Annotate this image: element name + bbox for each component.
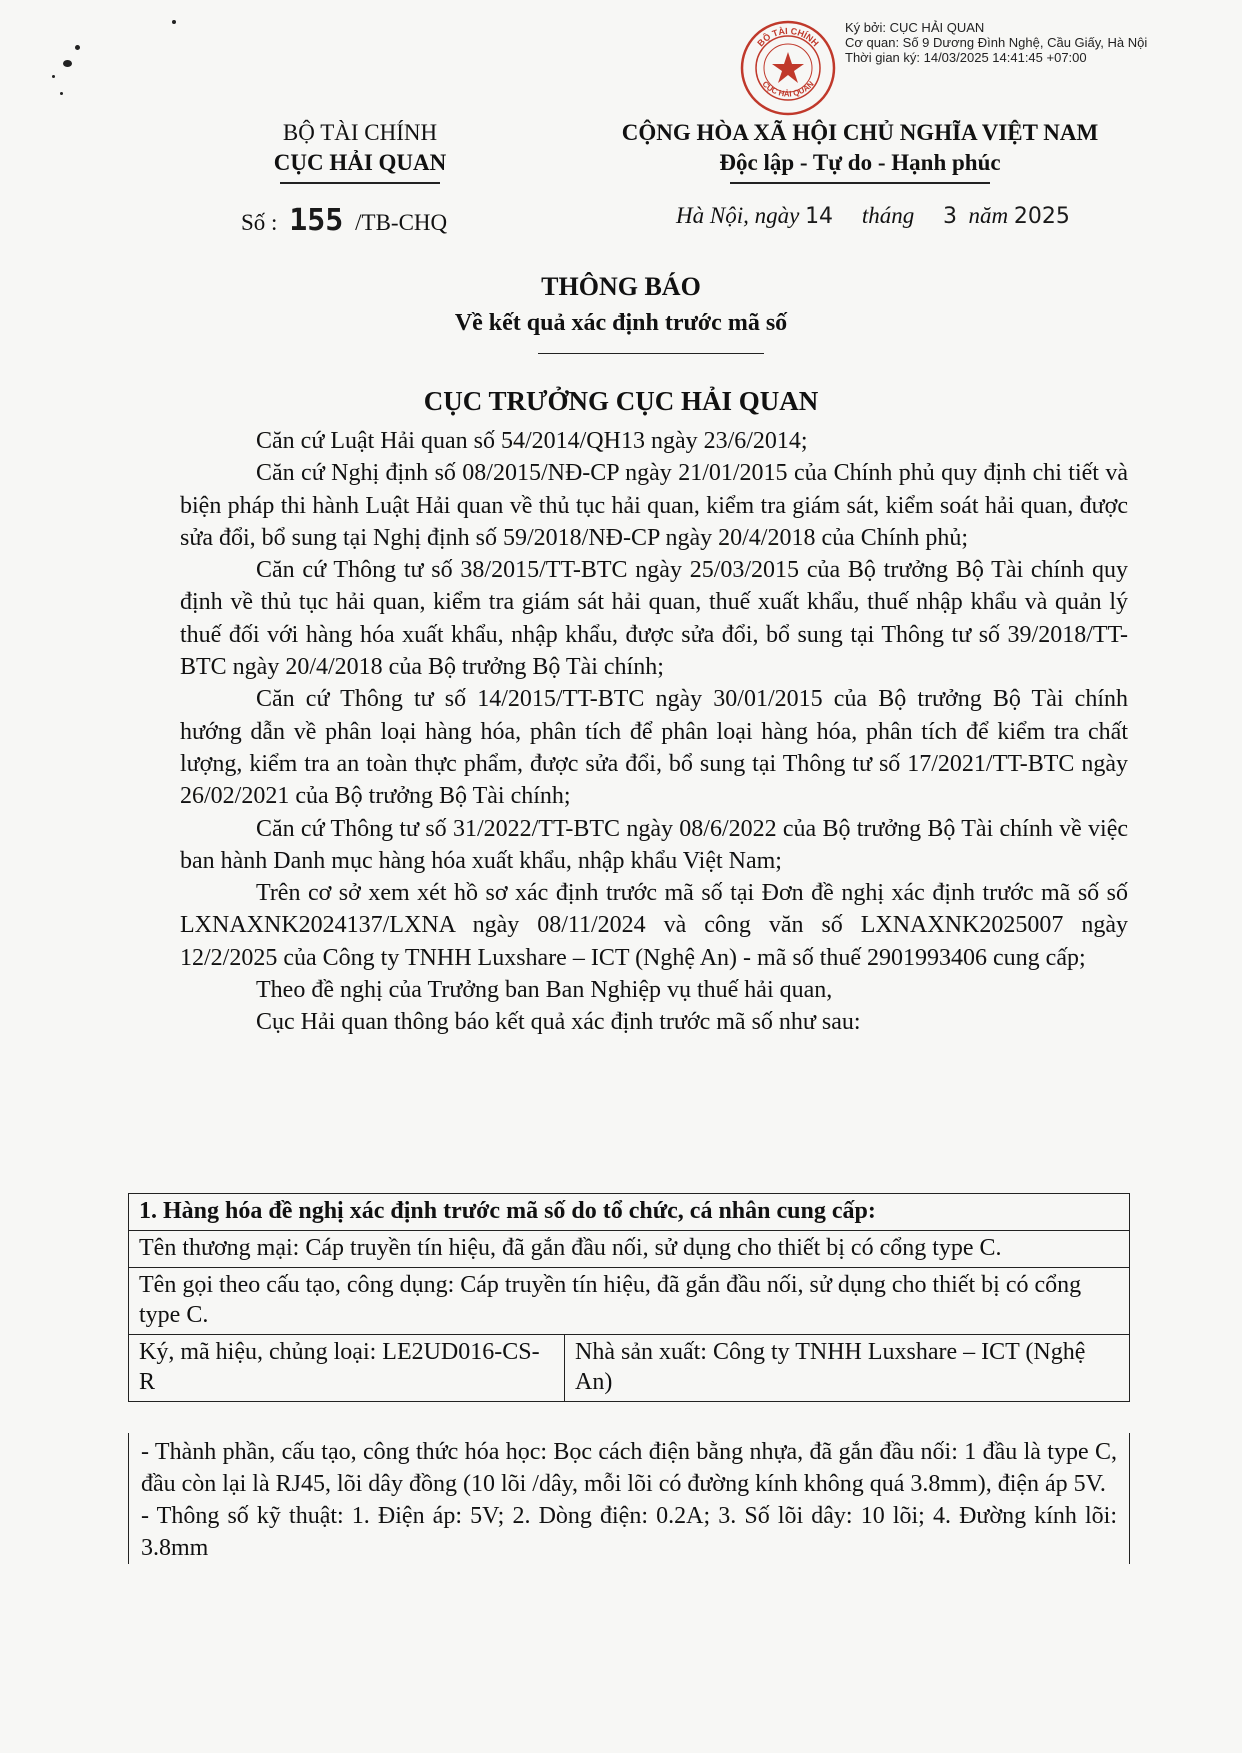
date-month-label: tháng [861,203,915,228]
national-title [560,118,1160,184]
scan-speck [75,45,80,50]
legal-basis-paragraph: Căn cứ Thông tư số 31/2022/TT-BTC ngày 08/6/2022 của Bộ trưởng Bộ Tài chính về việc ban hành Danh mục hàng hóa xuất khẩu, nhập khẩu Việt Nam; [180,815,1128,874]
stamp-bottom-text: CỤC HẢI QUAN [760,79,816,99]
date-day: 14 [805,204,834,229]
date-place: Hà Nội, ngày [676,203,800,228]
goods-specs [128,1433,1130,1564]
ministry-name: BỘ TÀI CHÍNH [282,120,438,145]
issuing-agency [230,118,490,184]
legal-basis-paragraph: Căn cứ Luật Hải quan số 54/2014/QH13 ngày 23/6/2014; [256,428,808,454]
legal-basis-paragraph: Căn cứ Thông tư số 38/2015/TT-BTC ngày 25/03/2015 của Bộ trưởng Bộ Tài chính quy định về thủ tục hải quan, kiểm tra giám sát hải quan, thuế xuất khẩu, thuế nhập khẩu và quản lý thuế đối với hàng hóa xuất khẩu, nhập khẩu, được sửa đổi, bổ sung tại Thông tư số 39/2018/TT-BTC ngày 20/4/2018 của Bộ trưởng Bộ Tài chính; [180,557,1128,681]
announcement-paragraph: Cục Hải quan thông báo kết quả xác định trước mã số như sau: [256,1009,861,1036]
goods-heading: 1. Hàng hóa đề nghị xác định trước mã số do tổ chức, cá nhân cung cấp: [129,1194,1130,1231]
date-year: 2025 [1013,204,1070,229]
signature-agency: Cơ quan: Số 9 Dương Đình Nghệ, Cầu Giấy, Hà Nội [845,35,1148,50]
svg-text:CỤC HẢI QUAN [760,79,815,98]
structural-name-cell: Tên gọi theo cấu tạo, công dụng: Cáp truyền tín hiệu, đã gắn đầu nối, sử dụng cho thiết bị có cổng type C. [129,1268,1130,1335]
scan-speck [63,60,72,67]
signature-signer: Ký bởi: CỤC HẢI QUAN [845,20,985,35]
technical-specs-text: - Thông số kỹ thuật: 1. Điện áp: 5V; 2. Dòng điện: 0.2A; 3. Số lõi dây: 10 lõi; 4. Đường kính lõi: 3.8mm [141,1503,1117,1561]
number-label: Số : [241,210,278,235]
customs-seal-stamp [738,18,838,118]
agency-underline [280,182,440,184]
department-name: CỤC HẢI QUAN [273,150,447,175]
digital-signature [845,20,1147,65]
model-cell: Ký, mã hiệu, chủng loại: LE2UD016-CS-R [129,1335,565,1402]
title-underline [538,353,764,354]
proposal-paragraph: Theo đề nghị của Trưởng ban Ban Nghiệp vụ thuế hải quan, [256,977,833,1004]
table-row [129,1335,1130,1402]
document-number [241,203,447,238]
national-motto: Độc lập - Tự do - Hạnh phúc [719,150,1001,175]
table-row [129,1194,1130,1231]
scan-speck [172,20,176,24]
date-year-label: năm [968,203,1009,228]
goods-table [128,1193,1130,1402]
trade-name-cell: Tên thương mại: Cáp truyền tín hiệu, đã gắn đầu nối, sử dụng cho thiết bị có cổng type C. [129,1231,1130,1268]
motto-underline [730,182,990,184]
date-month: 3 [942,204,957,229]
manufacturer-cell: Nhà sản xuất: Công ty TNHH Luxshare – ICT (Nghệ An) [565,1335,1130,1402]
number-value: 155 [289,203,344,238]
legal-basis-paragraph: Căn cứ Nghị định số 08/2015/NĐ-CP ngày 21/01/2015 của Chính phủ quy định chi tiết và biện pháp thi hành Luật Hải quan về thủ tục hải quan, kiểm tra giám sát, kiểm soát hải quan, được sửa đổi, bổ sung tại Nghị định số 59/2018/NĐ-CP ngày 20/4/2018 của Chính phủ; [180,460,1128,551]
document-body [180,425,1128,1039]
stamp-top-text: BỘ TÀI CHÍNH [755,25,821,49]
signature-time: Thời gian ký: 14/03/2025 14:41:45 +07:00 [845,50,1087,65]
authority-heading: CỤC TRƯỞNG CỤC HẢI QUAN [423,386,819,416]
issue-date [676,203,1070,229]
composition-text: - Thành phần, cấu tạo, công thức hóa học: Bọc cách điện bằng nhựa, đã gắn đầu nối: 1 đầu là type C, đầu còn lại là RJ45, lõi dây đồng (10 lõi /dây, mỗi lõi có đường kính không quá 3.8mm), điện áp 5V. [141,1439,1117,1497]
document-subtitle: Về kết quả xác định trước mã số [454,310,788,336]
basis-review-paragraph: Trên cơ sở xem xét hồ sơ xác định trước mã số tại Đơn đề nghị xác định trước mã số số LXNAXNK2024137/LXNA ngày 08/11/2024 và công văn số LXNAXNK2025007 ngày 12/2/2025 của Công ty TNHH Luxshare – ICT (Nghệ An) - mã số thuế 2901993406 cung cấp; [180,880,1128,971]
scan-speck [52,75,55,78]
document-title: THÔNG BÁO [541,272,701,301]
number-suffix: /TB-CHQ [355,210,448,235]
legal-basis-paragraph: Căn cứ Thông tư số 14/2015/TT-BTC ngày 30/01/2015 của Bộ trưởng Bộ Tài chính hướng dẫn về phân loại hàng hóa, phân tích để phân loại hàng hóa, phân tích để kiểm tra chất lượng, kiểm tra an toàn thực phẩm, được sửa đổi, bổ sung tại Thông tư số 17/2021/TT-BTC ngày 26/02/2021 của Bộ trưởng Bộ Tài chính; [180,686,1128,810]
scan-speck [60,92,63,95]
table-row [129,1268,1130,1335]
table-row [129,1231,1130,1268]
republic-name: CỘNG HÒA XÃ HỘI CHỦ NGHĨA VIỆT NAM [621,120,1099,145]
